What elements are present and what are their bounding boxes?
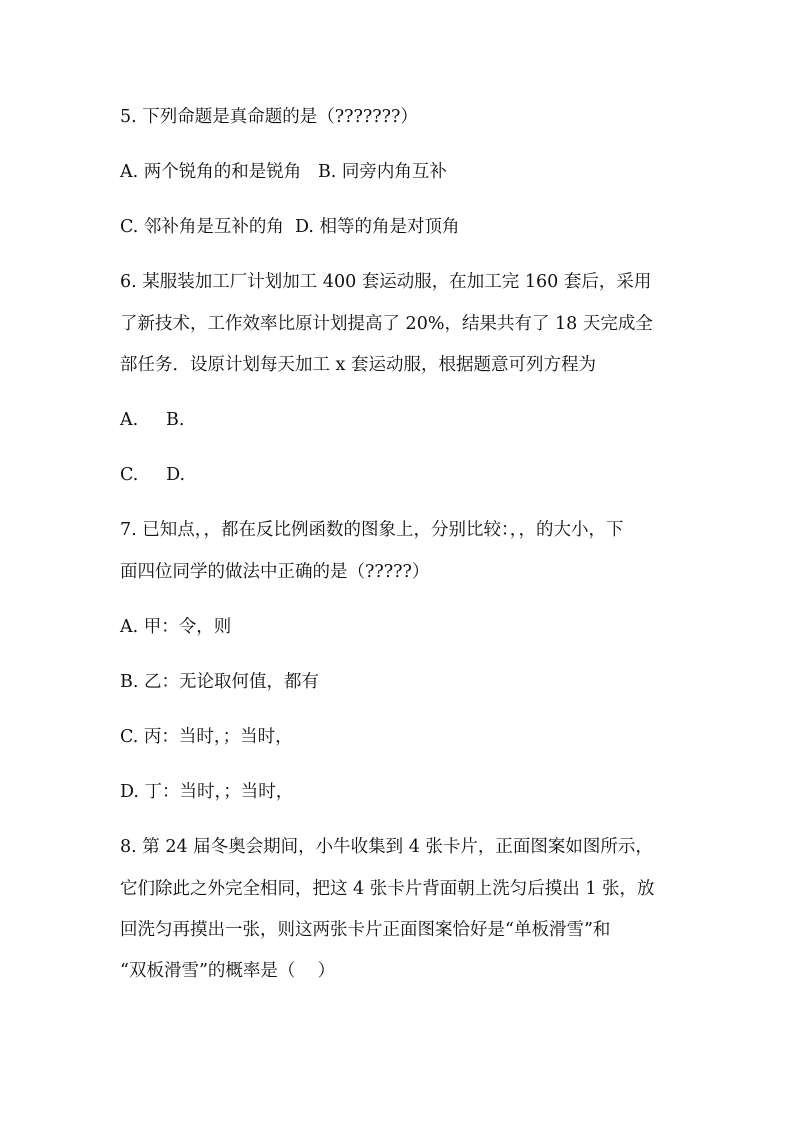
question-5-stem: 5. 下列命题是真命题的是（???????） xyxy=(120,107,418,127)
question-6-options-cd: C. D. xyxy=(120,465,186,485)
question-6-options-ab: A. B. xyxy=(120,410,185,430)
question-6-stem-line-3: 部任务．设原计划每天加工 x 套运动服，根据题意可列方程为 xyxy=(120,355,596,375)
question-8-stem-line-2: 它们除此之外完全相同，把这 4 张卡片背面朝上洗匀后摸出 1 张，放 xyxy=(120,879,655,899)
question-8-stem-line-4: “双板滑雪”的概率是（ ） xyxy=(120,961,336,981)
question-7-stem-line-1: 7. 已知点，，都在反比例函数的图象上，分别比较：，，的大小，下 xyxy=(120,520,624,540)
question-6-stem-line-2: 了新技术，工作效率比原计划提高了 20%，结果共有了 18 天完成全 xyxy=(120,314,653,334)
question-5-options-cd: C. 邻补角是互补的角 D. 相等的角是对顶角 xyxy=(120,217,460,237)
question-6-stem-line-1: 6. 某服装加工厂计划加工 400 套运动服，在加工完 160 套后，采用 xyxy=(120,272,652,292)
question-8-stem-line-3: 回洗匀再摸出一张，则这两张卡片正面图案恰好是“单板滑雪”和 xyxy=(120,920,611,940)
question-7-option-d: D. 丁：当时，；当时， xyxy=(120,782,294,802)
question-7-option-c: C. 丙：当时，；当时， xyxy=(120,727,293,747)
question-7-option-a: A. 甲：令，则 xyxy=(120,617,232,637)
question-8-stem-line-1: 8. 第 24 届冬奥会期间，小牛收集到 4 张卡片，正面图案如图所示， xyxy=(120,837,653,857)
question-7-stem-line-2: 面四位同学的做法中正确的是（?????） xyxy=(120,562,430,582)
question-5-options-ab: A. 两个锐角的和是锐角 B. 同旁内角互补 xyxy=(120,162,447,182)
question-7-option-b: B. 乙：无论取何值，都有 xyxy=(120,672,319,692)
